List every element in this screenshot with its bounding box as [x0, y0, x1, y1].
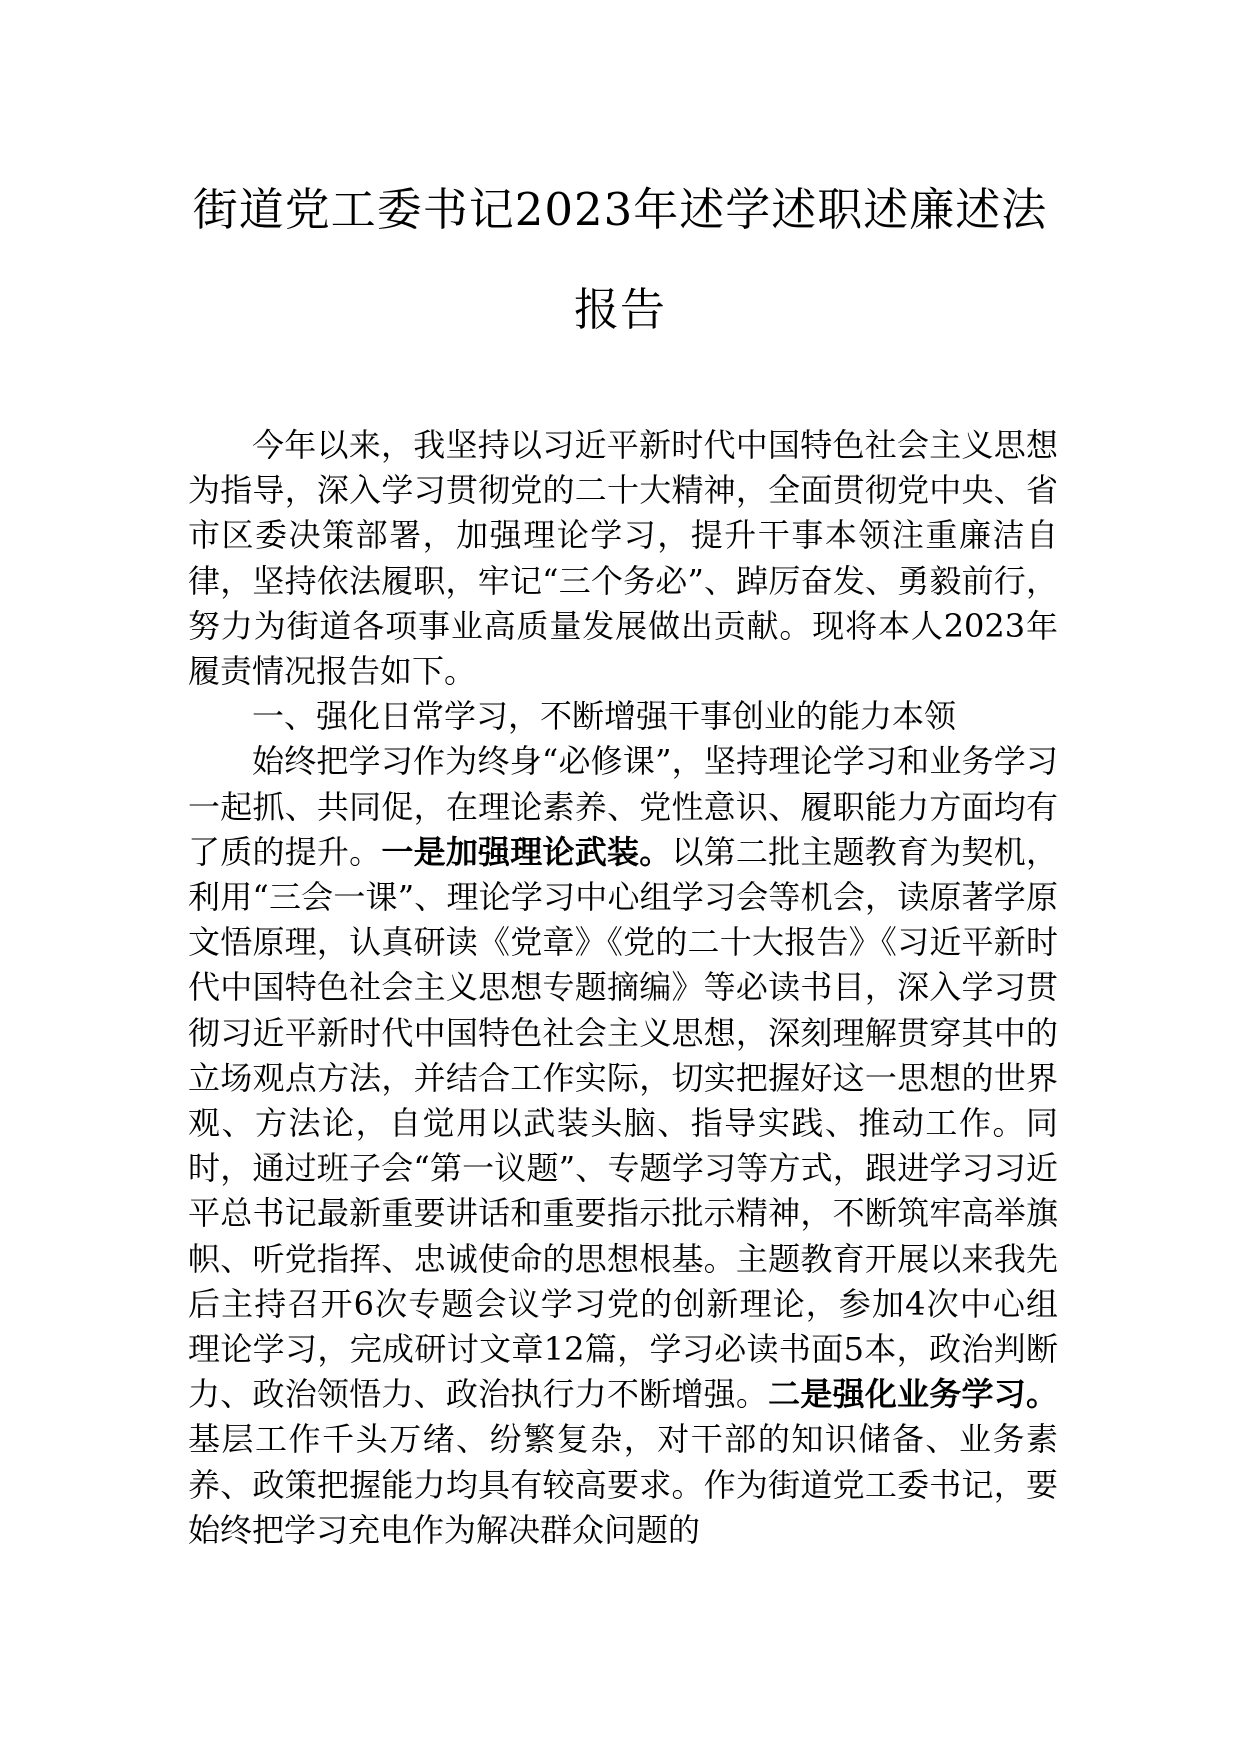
section-1-text-part-1: 始终把学习作为终身“必修课”，坚持理论学习和业务学习一起抓、共同促，在理论素养、党性意识、履职能力方面均有了质的提升。: [188, 742, 1058, 871]
title-line-1: 街道党工委书记2023年述学述职述廉述法: [192, 183, 1048, 236]
document-title: [150, 180, 1090, 380]
title-line-2: 报告: [573, 283, 666, 336]
section-1-text-part-2: 以第二批主题教育为契机，利用“三会一课”、理论学习中心组学习会等机会，读原著学原文悟原理，认真研读《党章》《党的二十大报告》《习近平新时代中国特色社会主义思想专题摘编》等必读书目，深入学习贯彻习近平新时代中国特色社会主义思想，深刻理解贯穿其中的立场观点方法，并结合工作实际，切实把握好这一思想的世界观、方法论，自觉用以武装头脑、指导实践、推动工作。同时，通过班子会“第一议题”、专题学习等方式，跟进学习习近平总书记最新重要讲话和重要指示批示精神，不断筑牢高举旗帜、听党指挥、忠诚使命的思想根基。主题教育开展以来我先后主持召开6次专题会议学习党的创新理论，参加4次中心组理论学习，完成研讨文章12篇，学习必读书面5本，政治判断力、政治领悟力、政治执行力不断增强。: [188, 832, 1058, 1414]
section-heading-1: 一、强化日常学习，不断增强干事创业的能力本领: [252, 697, 957, 736]
bold-subheading-1: 一是加强理论武装。: [381, 832, 672, 871]
intro-paragraph: 今年以来，我坚持以习近平新时代中国特色社会主义思想为指导，深入学习贯彻党的二十大精神，全面贯彻党中央、省市区委决策部署，加强理论学习，提升干事本领注重廉洁自律，坚持依法履职，牢记“三个务必”、踔厉奋发、勇毅前行，努力为街道各项事业高质量发展做出贡献。现将本人2023年履责情况报告如下。: [188, 426, 1058, 691]
section-1-paragraph: [188, 739, 1058, 1553]
document-body: [188, 423, 1058, 1553]
section-1-text-part-3: 基层工作千头万绪、纷繁复杂，对干部的知识储备、业务素养、政策把握能力均具有较高要求。作为街道党工委书记，要始终把学习充电作为解决群众问题的: [188, 1420, 1058, 1549]
bold-subheading-2: 二是强化业务学习。: [768, 1375, 1058, 1414]
